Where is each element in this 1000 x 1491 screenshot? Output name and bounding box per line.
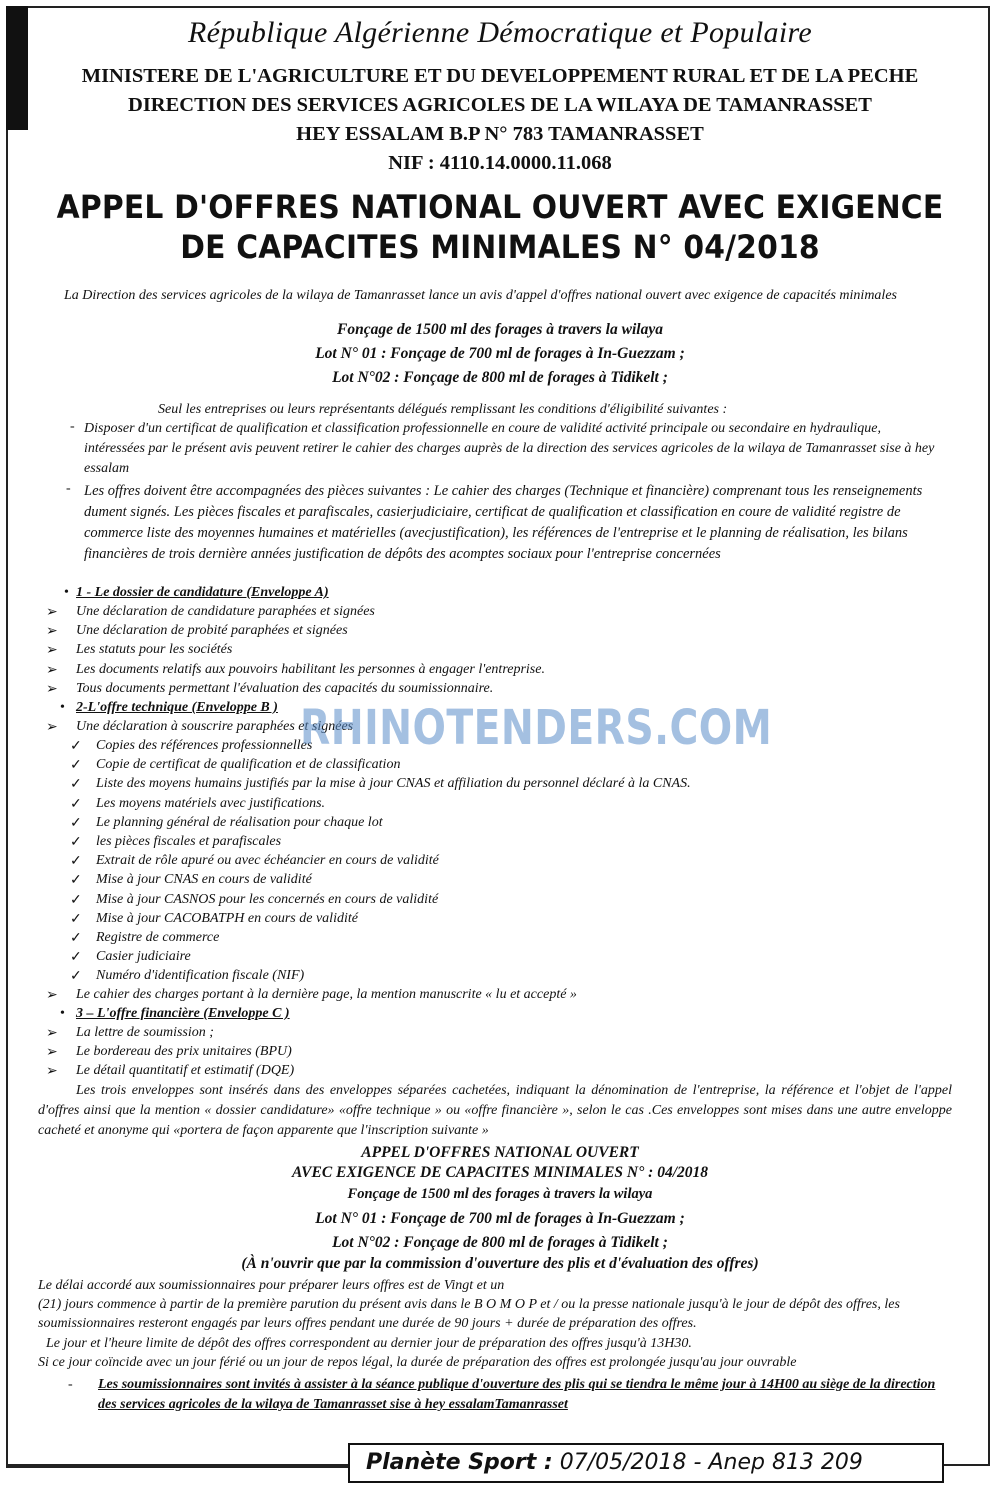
check-icon: ✓ — [70, 873, 82, 889]
section-3-item: Le bordereau des prix unitaires (BPU) — [76, 1044, 292, 1059]
inscription-line6: (À n'ouvrir que par la commission d'ouverture des plis et d'évaluation des offres) — [241, 1255, 759, 1272]
check-icon: ✓ — [70, 777, 82, 793]
publication-footer — [348, 1443, 944, 1483]
publication-info: 07/05/2018 - Anep 813 209 — [552, 1450, 863, 1475]
delay-paragraph-1: Le délai accordé aux soumissionnaires pour préparer leurs offres est de Vingt et un — [38, 1278, 505, 1293]
arrow-bullet: ➢ — [46, 720, 58, 735]
arrow-bullet: ➢ — [46, 624, 58, 640]
republic-heading: République Algérienne Démocratique et Populaire — [188, 16, 812, 49]
eligibility-intro: Seul les entreprises ou leurs représentants délégués remplissant les conditions d'éligibilité suivantes : — [158, 402, 728, 417]
check-icon: ✓ — [70, 815, 82, 831]
section-2-check-item: Les moyens matériels avec justifications. — [96, 795, 326, 811]
arrow-bullet: ➢ — [46, 681, 58, 697]
section-2-check-item: Liste des moyens humains justifiés par la mise à jour CNAS et affiliation du personnel déclaré à la CNAS. — [96, 776, 691, 792]
section-2-check-item: Mise à jour CACOBATPH en cours de validité — [96, 910, 358, 926]
check-icon: ✓ — [70, 950, 82, 966]
arrow-bullet: ➢ — [46, 662, 58, 678]
eligibility-condition-1: Disposer d'un certificat de qualification et classification professionnelle en coure de validité activité principale ou secondaire en hydraulique, intéressées par le présent avis peuvent retirer le cahier des charges auprès de la direction des services agricoles de la wilaya de Tamanrasset sise à hey essalam — [84, 421, 935, 476]
arrow-bullet: ➢ — [46, 605, 58, 620]
section-3-item: La lettre de soumission ; — [76, 1025, 214, 1040]
nif-line: NIF : 4110.14.0000.11.068 — [388, 152, 612, 174]
public-opening-invite: Les soumissionnaires sont invités à assister à la séance publique d'ouverture des plis qui se tiendra le même jour à 14H00 au siège de la direction des services agricoles de la wilaya de Tamanrasset sise à hey essalamTamanrasset — [98, 1377, 936, 1412]
section-2-check-item: Numéro d'identification fiscale (NIF) — [96, 968, 305, 984]
delay-paragraph-3: Le jour et l'heure limite de dépôt des offres correspondent au dernier jour de préparation des offres jusqu'à 13H30. — [46, 1336, 692, 1351]
check-icon: ✓ — [70, 931, 82, 946]
section-1-item: Une déclaration de probité paraphées et signées — [76, 623, 348, 639]
inscription-line3: Fonçage de 1500 ml des forages à travers la wilaya — [347, 1186, 653, 1202]
check-icon: ✓ — [70, 739, 82, 754]
section-2-check-item: Le planning général de réalisation pour chaque lot — [96, 814, 383, 830]
inscription-line4: Lot N° 01 : Fonçage de 700 ml de forages à In-Guezzam ; — [315, 1210, 685, 1227]
arrow-bullet: ➢ — [46, 1026, 58, 1041]
arrow-bullet: ➢ — [46, 1064, 58, 1079]
object-lot2: Lot N°02 : Fonçage de 800 ml de forages à Tidikelt ; — [332, 369, 668, 386]
dash-bullet: - — [66, 481, 71, 496]
dash-bullet: - — [68, 1377, 73, 1392]
section-1-item: Les documents relatifs aux pouvoirs habilitant les personnes à engager l'entreprise. — [76, 661, 545, 677]
object-line: Fonçage de 1500 ml des forages à travers la wilaya — [337, 321, 663, 338]
check-icon: ✓ — [70, 758, 82, 774]
section-3-item: Le détail quantitatif et estimatif (DQE) — [76, 1063, 295, 1078]
bullet: • — [60, 1006, 65, 1021]
bullet: • — [64, 585, 69, 600]
delay-paragraph-4: Si ce jour coïncide avec un jour férié ou un jour de repos légal, la durée de préparation des offres est prolongée jusqu'au jour ouvrable — [38, 1355, 797, 1370]
arrow-bullet: ➢ — [46, 643, 58, 659]
section-1-item: Une déclaration de candidature paraphées et signées — [76, 604, 375, 619]
section-3-title: 3 – L'offre financière (Enveloppe C ) — [76, 1006, 290, 1021]
check-icon: ✓ — [70, 854, 82, 870]
watermark: RHINOTENDERS.COM — [300, 700, 773, 756]
section-1-item: Tous documents permettant l'évaluation des capacités du soumissionnaire. — [76, 680, 494, 696]
section-2-tail: Le cahier des charges portant à la dernière page, la mention manuscrite « lu et accepté » — [76, 987, 577, 1002]
section-1-item: Les statuts pour les sociétés — [76, 642, 233, 658]
section-2-check-item: Copies des références professionnelles — [96, 738, 313, 753]
check-icon: ✓ — [70, 911, 82, 927]
section-1-title: 1 - Le dossier de candidature (Enveloppe A) — [76, 585, 329, 600]
arrow-bullet: ➢ — [46, 988, 58, 1003]
delay-paragraph-2: (21) jours commence à partir de la première parution du présent avis dans le B O M O P et / ou la presse nationale jusqu'à le jour de dépôt des offres, les soumissionnaires resteront engagés par leurs offres pendant une durée de 90 jours + durée de préparation des offres. — [38, 1297, 900, 1331]
section-2-check-item: Registre de commerce — [96, 930, 220, 945]
check-icon: ✓ — [70, 969, 82, 985]
direction-heading: DIRECTION DES SERVICES AGRICOLES DE LA WILAYA DE TAMANRASSET — [128, 94, 872, 116]
section-2-title: 2-L'offre technique (Enveloppe B ) — [76, 700, 278, 715]
tender-title-line1: APPEL D'OFFRES NATIONAL OUVERT AVEC EXIGENCE — [56, 188, 944, 226]
ministry-heading: MINISTERE DE L'AGRICULTURE ET DU DEVELOPPEMENT RURAL ET DE LA PECHE — [81, 65, 919, 87]
envelopes-paragraph: Les trois enveloppes sont insérés dans des enveloppes séparées cachetées, indiquant la dénomination de l'entreprise, la référence et l'objet de l'appel d'offres ainsi que la mention « dossier candidature» «offre technique » ou «offre financière », selon le cas .Ces enveloppes sont mises dans une autre enveloppe cacheté et anonyme qui «portera de façon apparente que l'inscription suivante » — [38, 1083, 952, 1138]
section-2-check-item: Copie de certificat de qualification et de classification — [96, 757, 401, 773]
check-icon: ✓ — [70, 796, 82, 812]
newspaper-name: Planète Sport : — [366, 1450, 553, 1475]
section-2-check-item: Mise à jour CASNOS pour les concernés en cours de validité — [96, 891, 439, 907]
section-2-lead: Une déclaration à souscrire paraphées et signées — [76, 719, 354, 734]
dash-bullet: - — [70, 419, 75, 434]
check-icon: ✓ — [70, 892, 82, 908]
tender-title-line2: DE CAPACITES MINIMALES N° 04/2018 — [180, 228, 820, 266]
arrow-bullet: ➢ — [46, 1045, 58, 1060]
check-icon: ✓ — [70, 835, 82, 850]
inscription-line5: Lot N°02 : Fonçage de 800 ml de forages à Tidikelt ; — [332, 1234, 668, 1251]
bullet: • — [60, 700, 65, 715]
section-2-check-item: Extrait de rôle apuré ou avec échéancier en cours de validité — [96, 853, 439, 869]
inscription-line2: AVEC EXIGENCE DE CAPACITES MINIMALES N° : 04/2018 — [291, 1164, 709, 1181]
intro-paragraph: La Direction des services agricoles de la wilaya de Tamanrasset lance un avis d'appel d'offres national ouvert avec exigence de capacités minimales — [64, 288, 897, 303]
section-2-check-item: Casier judiciaire — [96, 949, 191, 965]
object-lot1: Lot N° 01 : Fonçage de 700 ml de forages à In-Guezzam ; — [315, 345, 685, 362]
section-2-check-item: les pièces fiscales et parafiscales — [96, 834, 282, 849]
address-line: HEY ESSALAM B.P N° 783 TAMANRASSET — [296, 123, 704, 145]
section-2-check-item: Mise à jour CNAS en cours de validité — [96, 872, 312, 888]
footer-rule — [6, 1466, 348, 1468]
eligibility-condition-2: Les offres doivent être accompagnées des pièces suivantes : Le cahier des charges (Technique et financière) comprenant tous les renseignements dument signés. Les pièces fiscales et parafiscales, casierjudiciaire, certificat de qualification et classification en coure de validité registre de commerce liste des moyennes humaines et matérielles (avecjustification), les références de l'entreprise et le planning de réalisation, les bilans financières de trois dernière années justification de dépôts des acomptes sociaux pour l'entreprise concernées — [84, 483, 923, 562]
inscription-line1: APPEL D'OFFRES NATIONAL OUVERT — [361, 1144, 639, 1161]
